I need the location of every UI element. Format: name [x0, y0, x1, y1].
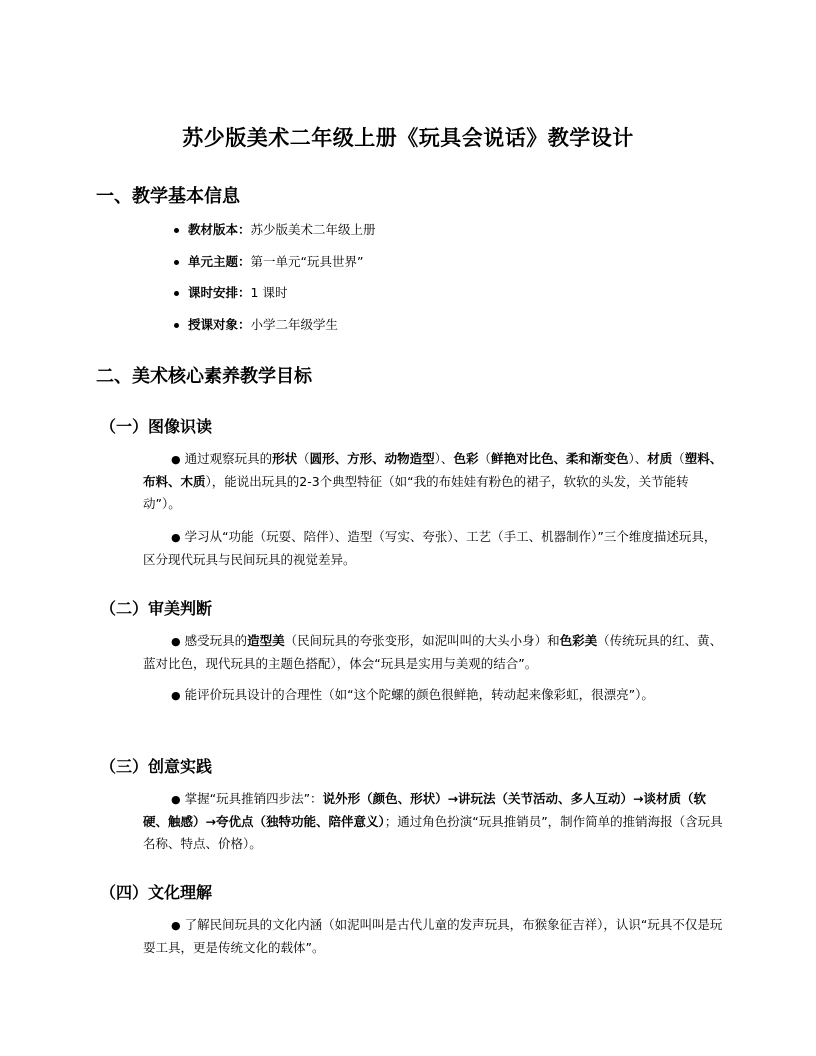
paragraph-image-reading-2: ● 学习从“功能（玩耍、陪伴）、造型（写实、夸张）、工艺（手工、机器制作）”三个维度描述玩具，区分现代玩具与民间玩具的视觉差异。	[143, 529, 717, 567]
bullet-icon: ●	[171, 919, 181, 932]
info-item-audience: 授课对象：小学二年级学生	[170, 315, 376, 347]
section-heading-goals: 二、美术核心素养教学目标	[96, 366, 312, 387]
bullet-icon: ●	[171, 453, 181, 466]
subheading-cultural-understanding: （四）文化理解	[100, 883, 213, 902]
info-item-textbook: 教材版本：苏少版美术二年级上册	[170, 220, 376, 252]
info-item-hours: 课时安排：1 课时	[170, 283, 376, 315]
bullet-icon: ●	[171, 531, 181, 544]
paragraph-culture-1: ● 了解民间玩具的文化内涵（如泥叫叫是古代儿童的发声玩具，布猴象征吉祥），认识“玩具不仅是玩耍工具，更是传统文化的载体”。	[143, 917, 723, 955]
bullet-icon: ●	[171, 689, 181, 702]
paragraph-image-reading-1: ● 通过观察玩具的形状（圆形、方形、动物造型）、色彩（鲜艳对比色、柔和渐变色）、材质（塑料、布料、木质），能说出玩具的2-3个典型特征（如“我的布娃娃有粉色的裙子，软软的头发，关节能转动”）。	[143, 451, 723, 511]
basic-info-list	[170, 220, 376, 346]
paragraph-aesthetic-2: ● 能评价玩具设计的合理性（如“这个陀螺的颜色很鲜艳，转动起来像彩虹，很漂亮”）。	[171, 687, 654, 702]
paragraph-creative-1: ● 掌握“玩具推销四步法”：说外形（颜色、形状）→讲玩法（关节活动、多人互动）→谈材质（软硬、触感）→夸优点（独特功能、陪伴意义）；通过角色扮演“玩具推销员”，制作简单的推销海报（含玩具名称、特点、价格）。	[143, 791, 723, 851]
bullet-icon: ●	[171, 635, 181, 648]
bullet-icon: ●	[171, 793, 181, 806]
section-heading-basic-info: 一、教学基本信息	[96, 186, 240, 207]
subheading-aesthetic-judgment: （二）审美判断	[100, 599, 213, 618]
paragraph-aesthetic-1: ● 感受玩具的造型美（民间玩具的夸张变形，如泥叫叫的大头小身）和色彩美（传统玩具的红、黄、蓝对比色，现代玩具的主题色搭配），体会“玩具是实用与美观的结合”。	[143, 633, 723, 671]
document-title: 苏少版美术二年级上册《玩具会说话》教学设计	[182, 125, 634, 150]
subheading-image-reading: （一）图像识读	[100, 417, 213, 436]
subheading-creative-practice: （三）创意实践	[100, 757, 213, 776]
info-item-unit: 单元主题：第一单元“玩具世界”	[170, 252, 376, 284]
